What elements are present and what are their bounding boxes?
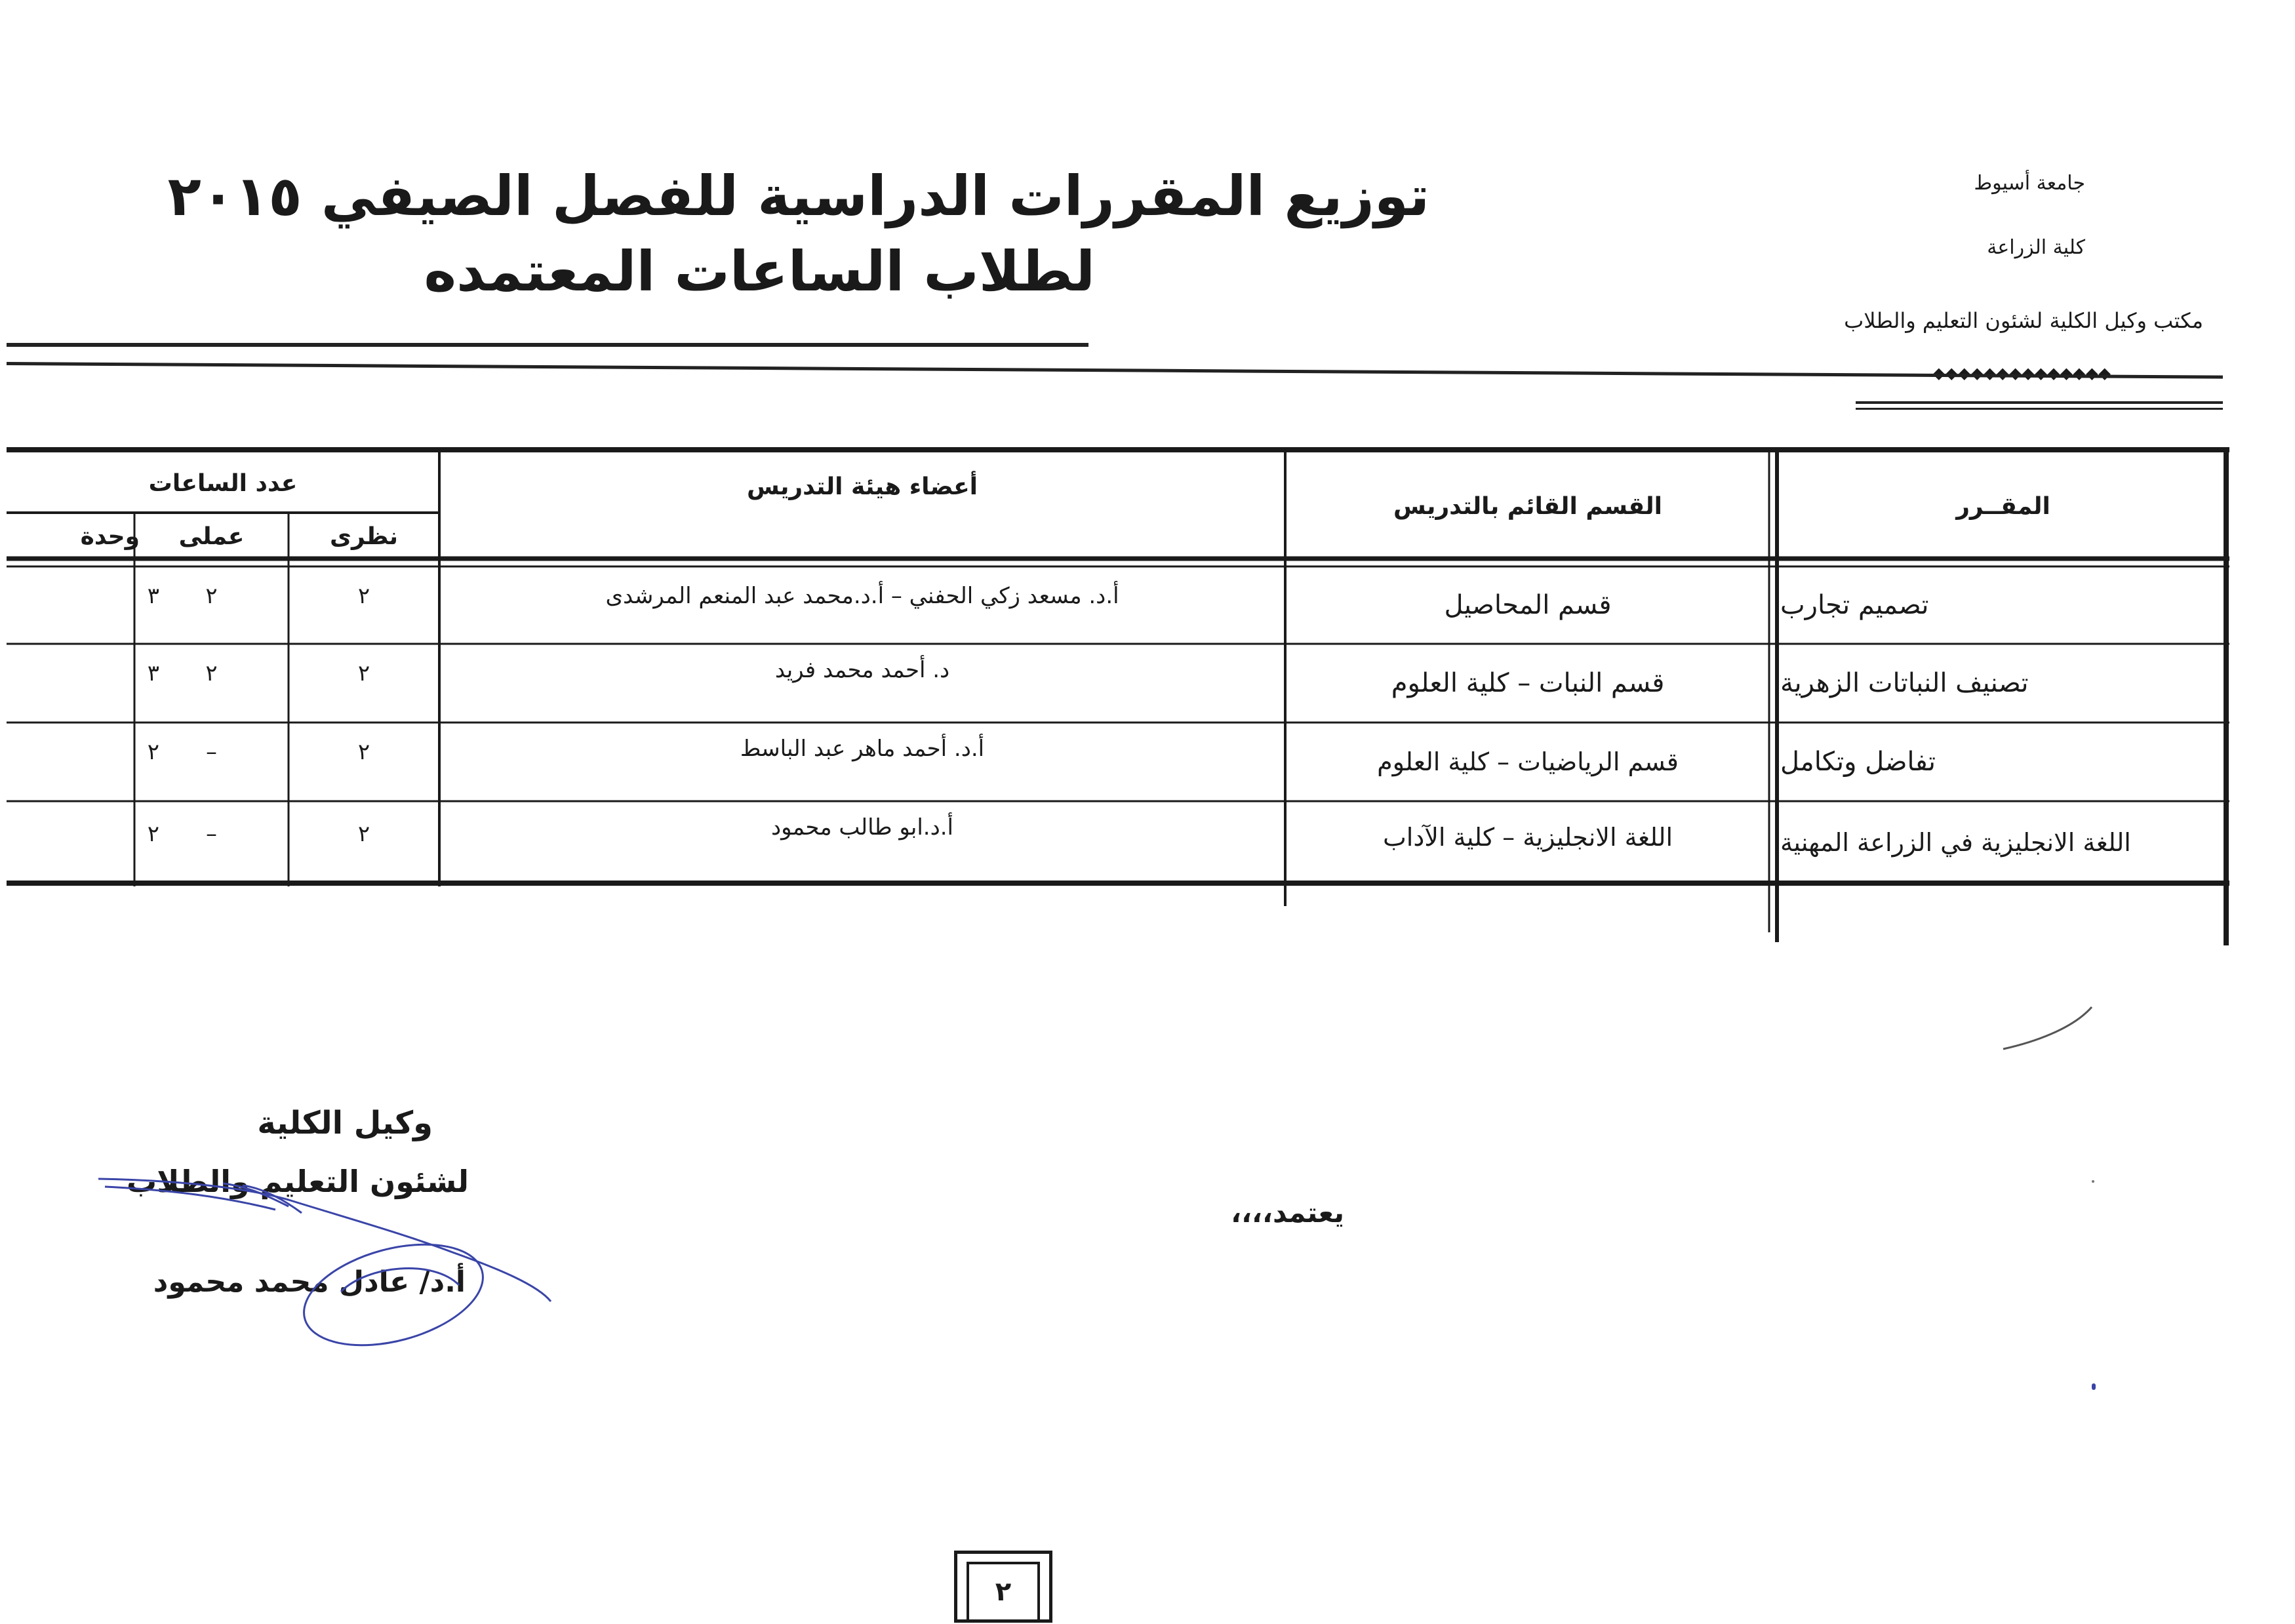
table-row-3-practical: –: [206, 739, 217, 765]
table-row-3-staff: أ.د. أحمد ماهر عبد الباسط: [740, 736, 985, 762]
table-row-3-department: قسم الرياضيات – كلية العلوم: [1377, 747, 1679, 776]
table-row-1-practical: ٢: [205, 583, 218, 609]
table-row-4-unit: ٢: [147, 821, 159, 847]
table-row-1-department: قسم المحاصيل: [1444, 590, 1612, 620]
header-practical: عملى: [178, 523, 245, 550]
table-row-2-unit: ٣: [147, 660, 159, 686]
header-rule-main: [7, 362, 2223, 379]
table-row-2-theory: ٢: [357, 660, 370, 686]
table-row-4-theory: ٢: [357, 821, 370, 847]
pen-stroke-mark: [2000, 1003, 2105, 1056]
signature: [92, 1160, 564, 1370]
header-staff: أعضاء هيئة التدريس: [746, 473, 978, 500]
page-number-box: [954, 1551, 1052, 1623]
office-name: مكتب وكيل الكلية لشئون التعليم والطلاب: [1844, 308, 2203, 333]
table-row-3-theory: ٢: [357, 739, 370, 765]
stray-dot-2: [2092, 1180, 2094, 1183]
page-title: توزيع المقررات الدراسية للفصل الصيفي ٢٠١٥: [167, 164, 1429, 228]
header-hours: عدد الساعات: [148, 469, 298, 497]
table-row-3-course: تفاضل وتكامل: [1780, 747, 1936, 777]
table-row-1-theory: ٢: [357, 583, 370, 609]
page-number-inner: [967, 1562, 1040, 1619]
table-row-1-staff: أ.د. مسعد زكي الحفني – أ.د.محمد عبد المنعم المرشدى: [605, 583, 1119, 609]
table-row-1-course: تصميم تجارب: [1780, 590, 1929, 620]
faculty-name: كلية الزراعة: [1987, 236, 2085, 259]
table-row-4-course: اللغة الانجليزية في الزراعة المهنية: [1780, 827, 2131, 857]
stray-dot: [2092, 1383, 2096, 1390]
university-name: جامعة أسيوط: [1974, 172, 2085, 195]
approve-label: يعتمد،،،،: [1231, 1197, 1344, 1229]
header-theory: نظرى: [330, 523, 398, 550]
table-row-2-practical: ٢: [205, 660, 218, 686]
vice-dean-subtitle: لشئون التعليم والطلاب: [127, 1164, 469, 1199]
header-unit: وحدة: [80, 523, 140, 550]
header-course: المقــرر: [1956, 492, 2050, 520]
header-department: القسم القائم بالتدريس: [1393, 492, 1662, 520]
table-row-1-unit: ٣: [147, 583, 159, 609]
vice-dean-name: أ.د/ عادل محمد محمود: [153, 1265, 466, 1299]
table-row-2-course: تصنيف النباتات الزهرية: [1780, 668, 2029, 698]
page-number: ٢: [995, 1577, 1012, 1607]
header-rule-left: [7, 343, 1088, 347]
header-rule-right-2: [1856, 408, 2223, 410]
page-subtitle: لطلاب الساعات المعتمده: [424, 239, 1095, 304]
table-row-4-department: اللغة الانجليزية – كلية الآداب: [1382, 823, 1673, 852]
table-row-2-staff: د. أحمد محمد فريد: [774, 657, 950, 683]
table-row-3-unit: ٢: [147, 739, 159, 765]
table-row-2-department: قسم النبات – كلية العلوم: [1391, 668, 1665, 698]
courses-table: [7, 447, 2229, 945]
header-rule-right: [1856, 401, 2223, 404]
table-row-4-staff: أ.د.ابو طالب محمود: [771, 814, 953, 841]
vice-dean-title: وكيل الكلية: [257, 1105, 433, 1141]
table-row-4-practical: –: [206, 821, 217, 847]
header-ornament: ◆◆◆◆◆◆◆◆◆◆◆◆◆◆: [1932, 364, 2111, 382]
